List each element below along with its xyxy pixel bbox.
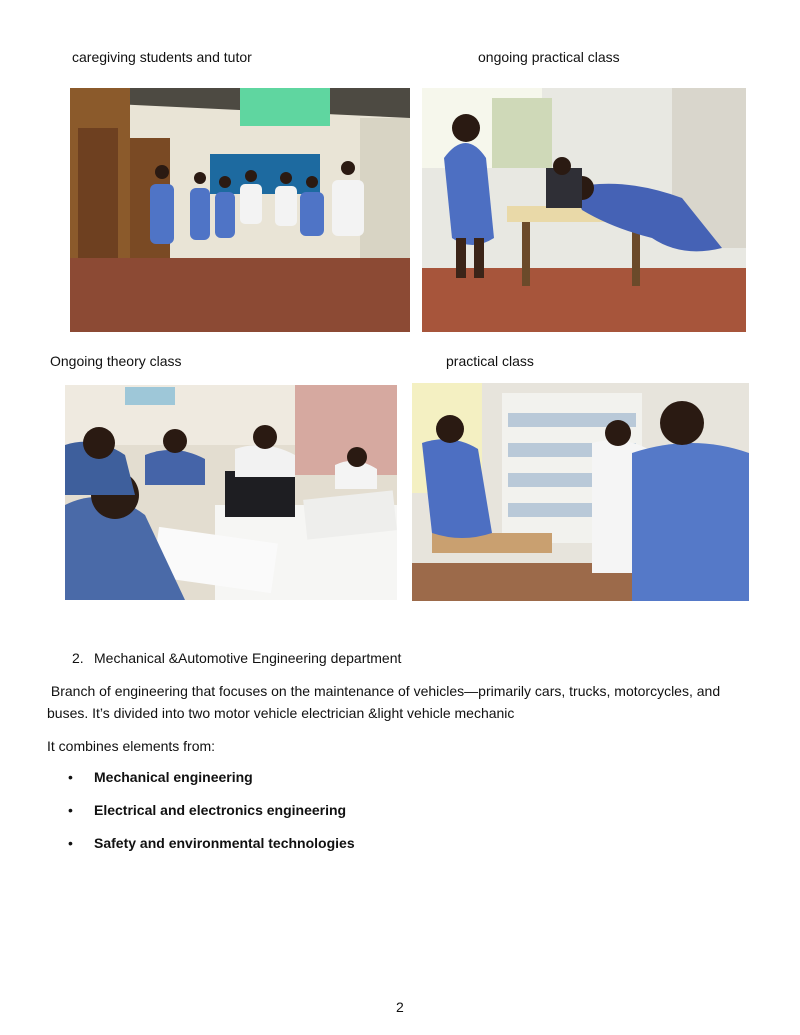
photo-practical-class	[412, 383, 749, 601]
paragraph-line-1: Branch of engineering that focuses on the maintenance of vehicles—primarily cars, trucks, motorcycles, and	[47, 683, 721, 699]
photo-ongoing-practical-class	[422, 88, 746, 332]
section-title: Mechanical &Automotive Engineering department	[94, 650, 402, 666]
bullet-icon: •	[68, 802, 73, 818]
bullet-label: Mechanical engineering	[94, 769, 253, 785]
paragraph	[47, 680, 767, 724]
list-item	[68, 835, 355, 851]
bullet-icon: •	[68, 769, 73, 785]
paragraph-line-2: buses. It’s divided into two motor vehicle electrician &light vehicle mechanic	[47, 705, 515, 721]
caption-caregiving-students: caregiving students and tutor	[72, 49, 252, 65]
caption-practical-class: practical class	[446, 353, 534, 369]
list-item	[68, 769, 253, 785]
bullet-label: Electrical and electronics engineering	[94, 802, 347, 818]
bullet-icon: •	[68, 835, 73, 851]
photo-caregiving-students-and-tutor	[70, 88, 410, 332]
intro-text: It combines elements from:	[47, 738, 216, 754]
list-item	[68, 802, 346, 818]
caption-ongoing-theory: Ongoing theory class	[50, 353, 182, 369]
photo-ongoing-theory-class	[65, 385, 397, 600]
page-number: 2	[396, 999, 404, 1015]
bullet-label: Safety and environmental technologies	[94, 835, 355, 851]
caption-ongoing-practical: ongoing practical class	[478, 49, 620, 65]
section-number: 2.	[72, 650, 84, 666]
